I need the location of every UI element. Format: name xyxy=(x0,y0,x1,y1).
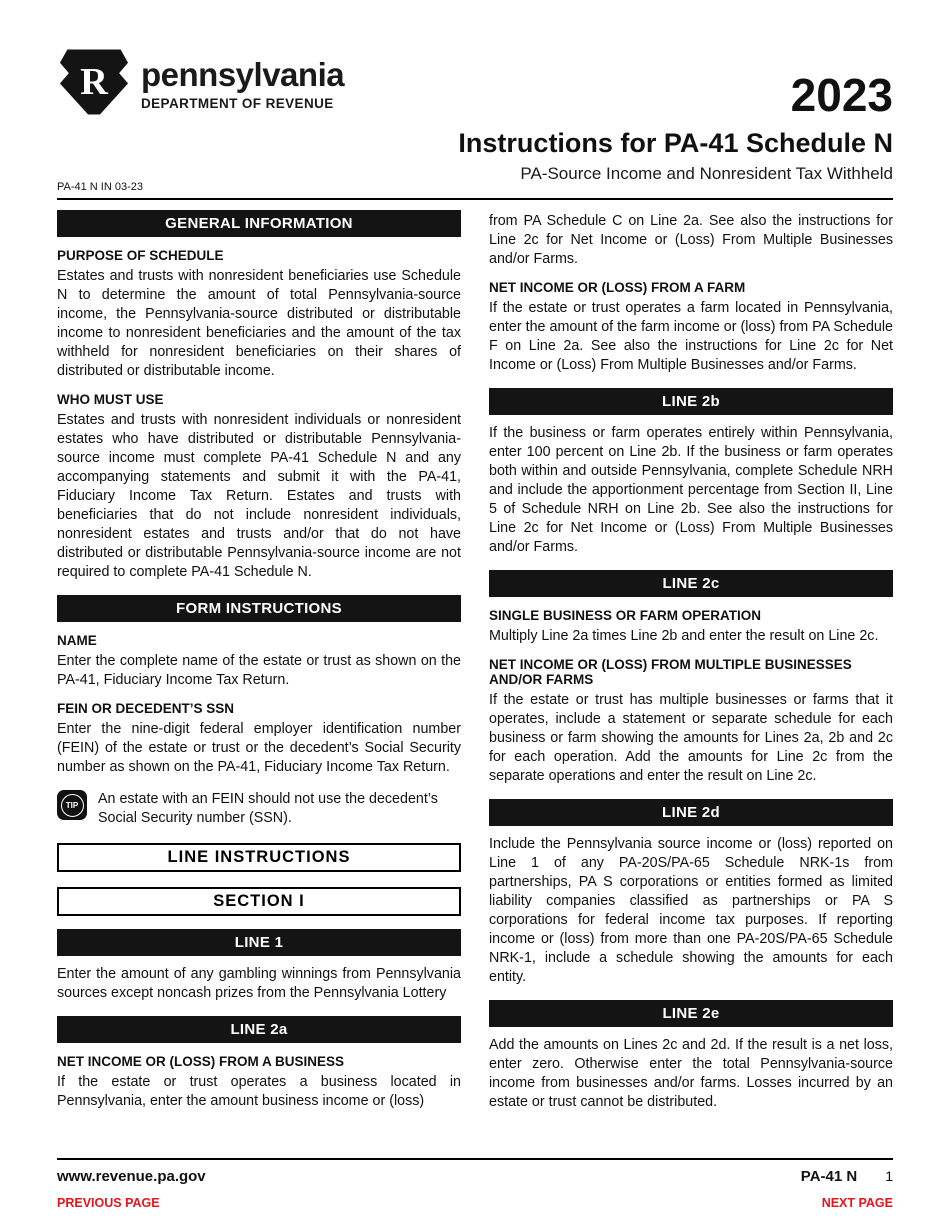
paragraph-name: Enter the complete name of the estate or trust as shown on the PA-41, Fiduciary Income Tax Return. xyxy=(57,653,461,688)
section-bar-section-i: SECTION I xyxy=(57,887,461,916)
paragraph-net-income-farm: If the estate or trust operates a farm located in Pennsylvania, enter the amount of the farm income or (loss) from PA Schedule F on Line 2a. See also the instructions for Line 2c for Net Income or (Loss) From Multiple Businesses and/or Farms. xyxy=(489,300,893,373)
tip-note xyxy=(57,790,461,828)
section-bar-line-2e: LINE 2e xyxy=(489,1000,893,1027)
paragraph-who-must-use: Estates and trusts with nonresident individuals or nonresident estates who have distributed or distributable Pennsylvania-source income must complete PA-41 Schedule N and any accompanying statements and submit it with the PA-41, Fiduciary Income Tax Return. Estates and trusts with beneficiaries that do not include nonresident individuals, nonresident estates and trusts and/or that do not have distributed or distributable Pennsylvania-source income are not required to complete PA-41 Schedule N. xyxy=(57,412,461,580)
brand-department: DEPARTMENT OF REVENUE xyxy=(141,96,334,111)
footer-form-code: PA-41 N xyxy=(800,1168,858,1185)
page-number: 1 xyxy=(885,1168,893,1184)
paragraph-net-income-business: If the estate or trust operates a business located in Pennsylvania, enter the amount business income or (loss) xyxy=(57,1074,461,1109)
tip-icon xyxy=(57,790,87,820)
keystone-icon xyxy=(57,46,131,118)
heading-name: NAME xyxy=(57,633,97,648)
document-title: Instructions for PA-41 Schedule N xyxy=(458,128,893,158)
paragraph-line-2b: If the business or farm operates entirely within Pennsylvania, enter 100 percent on Line 2b. If the business or farm operates both within and outside Pennsylvania, complete Schedule NRH and include the apportionment percentage from Section II, Line 5 of Schedule NRH on Line 2b. See also the instructions for Line 2c for Net Income or (Loss) From Multiple Businesses and/or Farms. xyxy=(489,425,893,555)
page-footer xyxy=(57,1158,893,1210)
footer-info-row xyxy=(57,1168,893,1185)
heading-multiple-businesses: NET INCOME OR (LOSS) FROM MULTIPLE BUSINESSES AND/OR FARMS xyxy=(489,657,852,687)
website-link[interactable]: www.revenue.pa.gov xyxy=(57,1168,206,1185)
heading-net-income-business: NET INCOME OR (LOSS) FROM A BUSINESS xyxy=(57,1054,345,1069)
svg-text:R: R xyxy=(80,60,108,103)
heading-single-business-or-farm: SINGLE BUSINESS OR FARM OPERATION xyxy=(489,608,762,623)
paragraph-multiple-businesses: If the estate or trust has multiple businesses or farms that it operates, include a statement or separate schedule for each business or farm showing the amounts for Lines 2a, 2b and 2c for each operation. Add the amounts for Line 2c from the separate operations and enter the result on Line 2c. xyxy=(489,692,893,784)
heading-who-must-use: WHO MUST USE xyxy=(57,392,164,407)
section-bar-line-instructions: LINE INSTRUCTIONS xyxy=(57,843,461,872)
heading-purpose-of-schedule: PURPOSE OF SCHEDULE xyxy=(57,248,224,263)
section-bar-line-1: LINE 1 xyxy=(57,929,461,956)
brand-text-block xyxy=(141,46,344,111)
page-header xyxy=(57,46,893,198)
heading-fein-or-ssn: FEIN OR DECEDENT’S SSN xyxy=(57,701,235,716)
right-column xyxy=(489,210,893,1118)
paragraph-single-business-or-farm: Multiply Line 2a times Line 2b and enter the result on Line 2c. xyxy=(489,628,879,644)
section-bar-line-2c: LINE 2c xyxy=(489,570,893,597)
section-bar-line-2a: LINE 2a xyxy=(57,1016,461,1043)
left-column xyxy=(57,210,461,1118)
paragraph-line-2d: Include the Pennsylvania source income or (loss) reported on Line 1 of any PA-20S/PA-65 Schedule NRK-1s from partnerships, PA S corporations or entities formed as limited liability companies classified as partnerships or PA S corporations for federal income tax purposes. If reporting income or (loss) from more than one PA-20S/PA-65 Schedule NRK-1, include a schedule showing the amounts for each entity. xyxy=(489,836,893,985)
footer-form-block xyxy=(801,1168,893,1185)
brand-name: pennsylvania xyxy=(141,56,345,93)
next-page-link[interactable]: NEXT PAGE xyxy=(821,1196,893,1210)
paragraph-fein-or-ssn: Enter the nine-digit federal employer identification number (FEIN) of the estate or trust or the decedent’s Social Security number as shown on the PA-41, Fiduciary Income Tax Return. xyxy=(57,721,461,775)
paragraph-business-continued: from PA Schedule C on Line 2a. See also the instructions for Line 2c for Net Income or (Loss) From Multiple Businesses and/or Farms. xyxy=(489,213,893,267)
paragraph-line-2e: Add the amounts on Lines 2c and 2d. If the result is a net loss, enter zero. Otherwise enter the total Pennsylvania-source income from businesses and/or farms. Losses incurred by an estate or trust cannot be distributed. xyxy=(489,1037,893,1110)
paragraph-purpose: Estates and trusts with nonresident beneficiaries use Schedule N to determine the amount of total Pennsylvania-source income, the Pennsylvania-source distributed or distributable income to nonresident beneficiaries and the amount of the tax withheld for nonresident beneficiaries on their shares of distributed or distributable income. xyxy=(57,268,461,379)
tax-year: 2023 xyxy=(790,69,893,121)
document-subtitle: PA-Source Income and Nonresident Tax Withheld xyxy=(520,164,893,183)
tip-icon-label: TIP xyxy=(61,794,84,817)
heading-net-income-farm: NET INCOME OR (LOSS) FROM A FARM xyxy=(489,280,746,295)
paragraph-line-1: Enter the amount of any gambling winnings from Pennsylvania sources except noncash prizes from the Pennsylvania Lottery xyxy=(57,966,461,1001)
section-bar-line-2b: LINE 2b xyxy=(489,388,893,415)
header-rule xyxy=(57,198,893,200)
section-bar-line-2d: LINE 2d xyxy=(489,799,893,826)
title-block xyxy=(458,69,893,184)
section-bar-general-information: GENERAL INFORMATION xyxy=(57,210,461,237)
form-code: PA-41 N IN 03-23 xyxy=(57,181,144,193)
footer-nav-row xyxy=(57,1196,893,1210)
footer-rule xyxy=(57,1158,893,1160)
two-column-body xyxy=(57,210,893,1118)
tip-text: An estate with an FEIN should not use the decedent’s Social Security number (SSN). xyxy=(98,791,438,826)
previous-page-link[interactable]: PREVIOUS PAGE xyxy=(57,1196,160,1210)
section-bar-form-instructions: FORM INSTRUCTIONS xyxy=(57,595,461,622)
